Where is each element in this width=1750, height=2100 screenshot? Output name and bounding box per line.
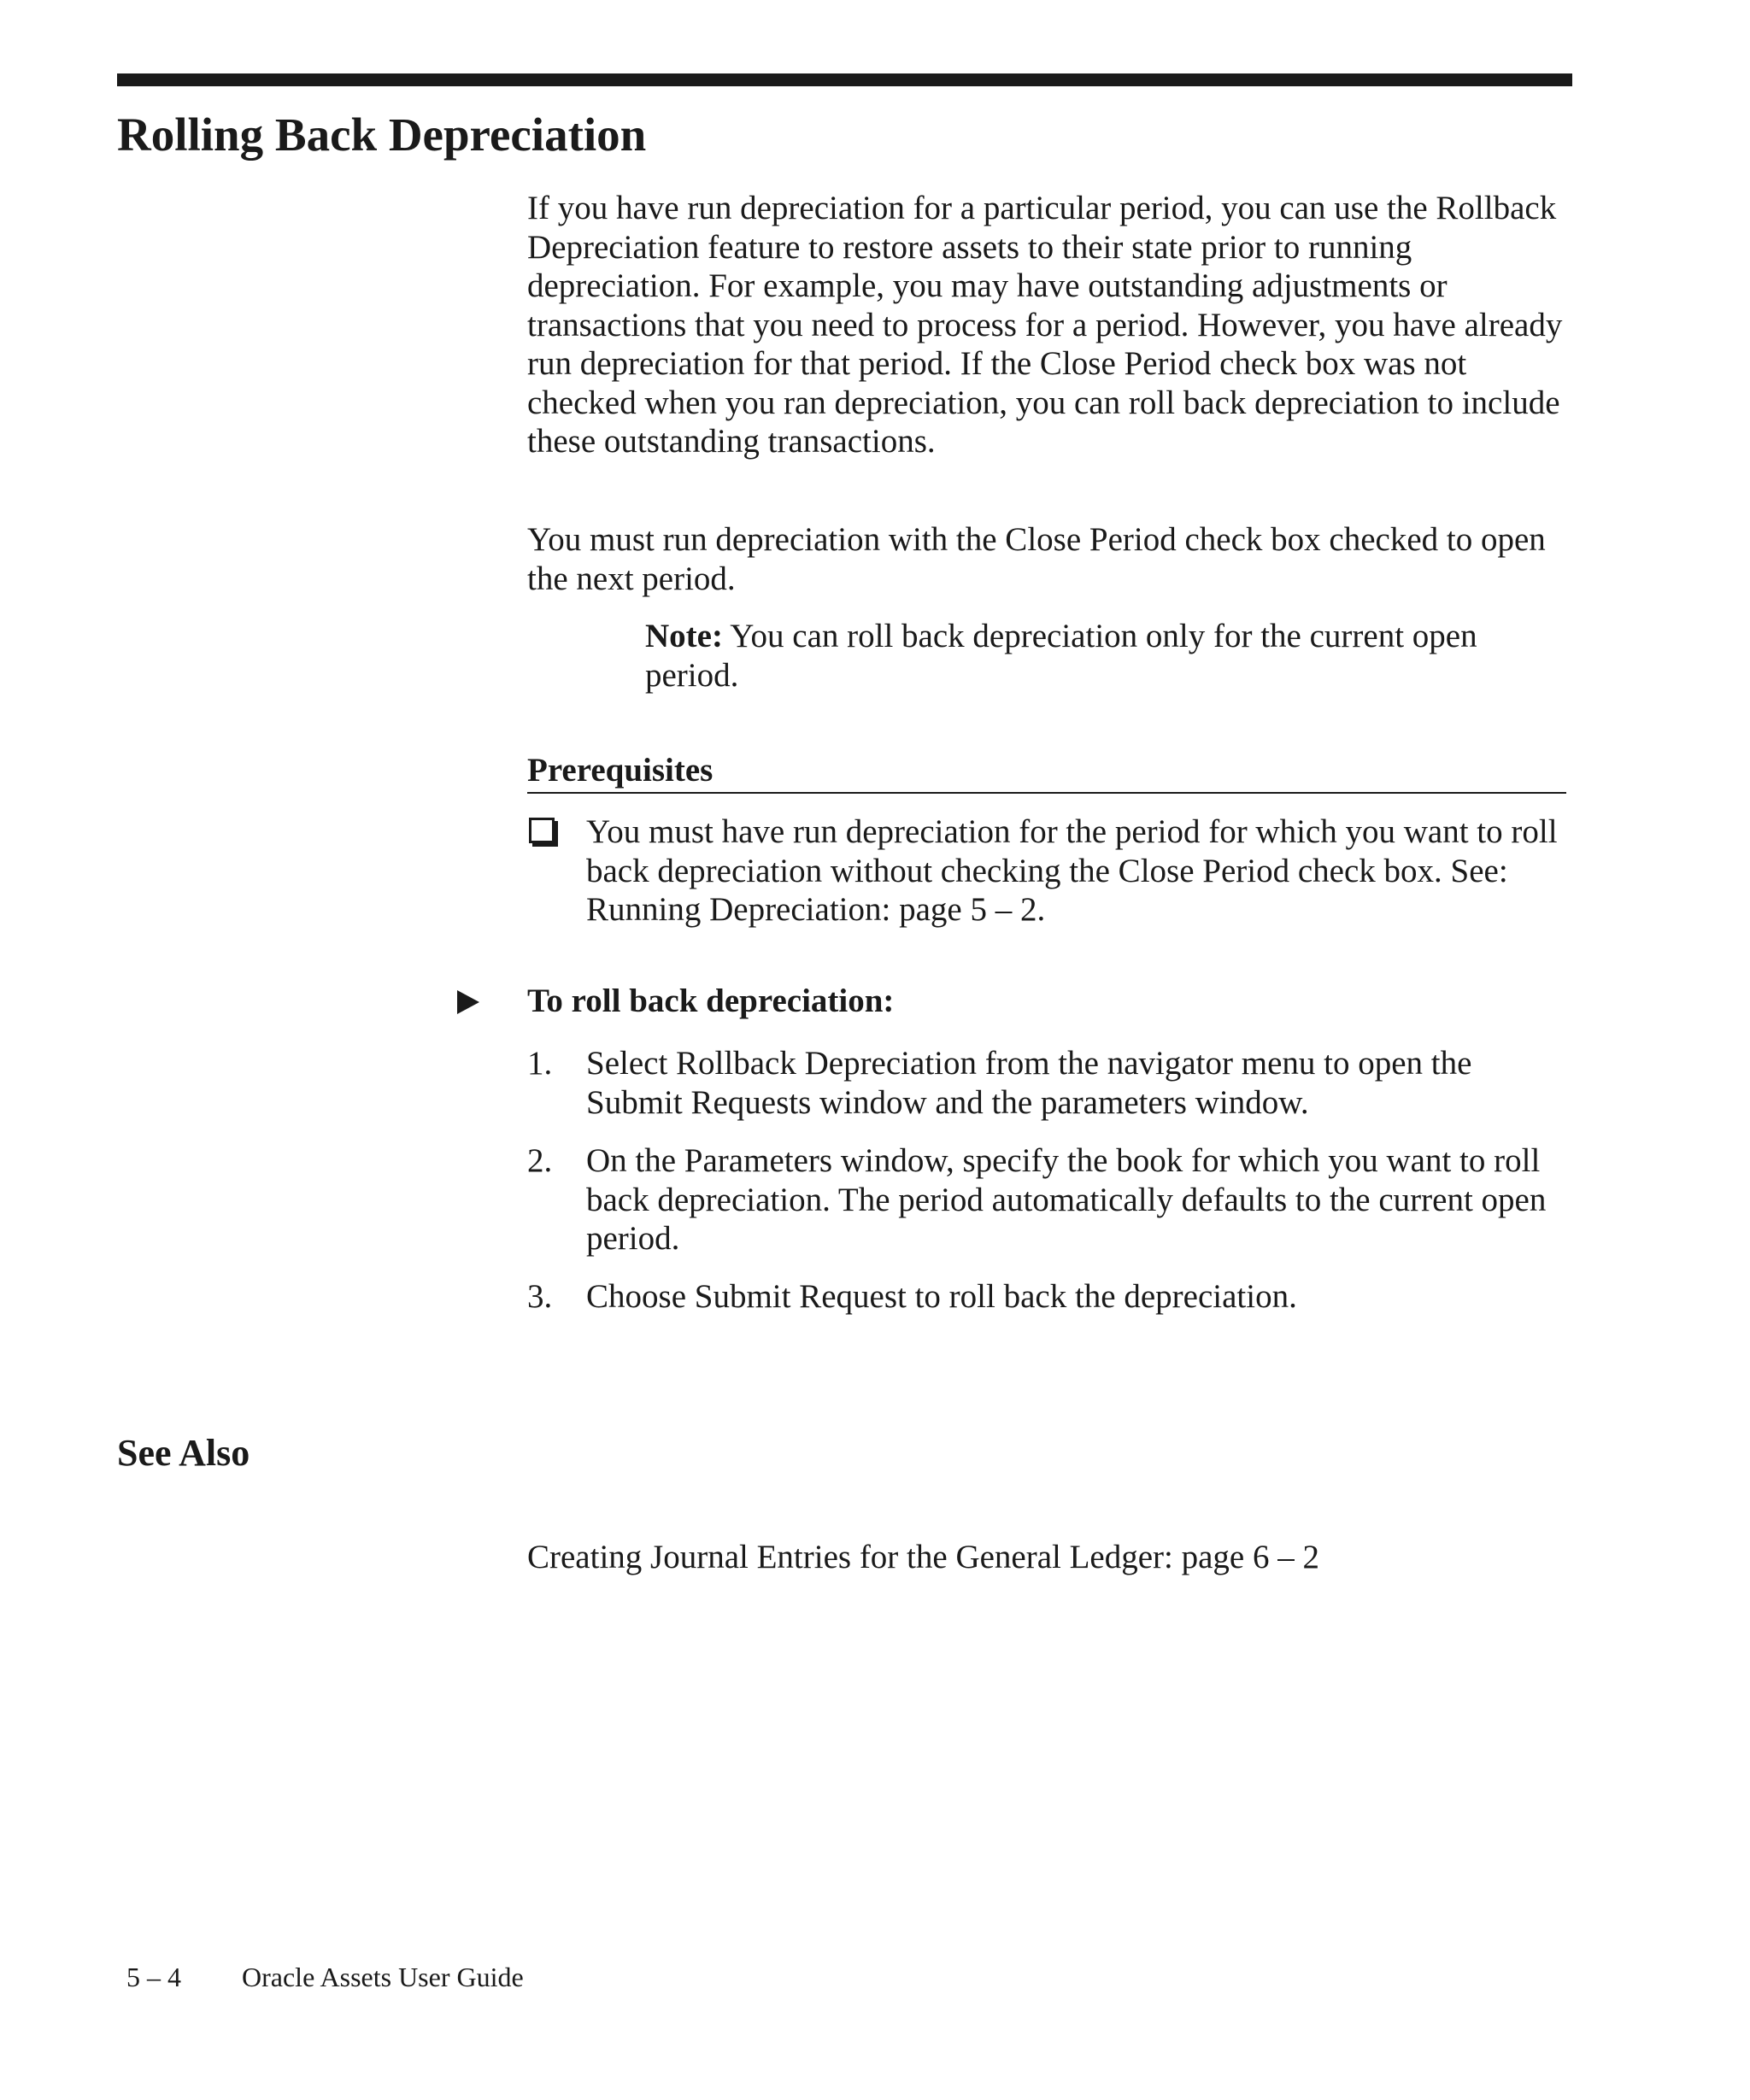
- see-also-link-journal-entries[interactable]: Creating Journal Entries for the General Ledger: page 6 – 2: [527, 1539, 1319, 1575]
- note-text: You can roll back depreciation only for the current open period.: [645, 618, 1477, 694]
- step-number: 3.: [527, 1278, 553, 1315]
- close-period-paragraph: You must run depreciation with the Close Period check box checked to open the next period.: [527, 521, 1546, 597]
- step-text: Select Rollback Depreciation from the navigator menu to open the Submit Requests window and the parameters window.: [586, 1045, 1472, 1121]
- footer-book-title: Oracle Assets User Guide: [242, 1962, 524, 1992]
- note-label: Note:: [645, 618, 723, 654]
- note: [645, 617, 1577, 695]
- step-number: 1.: [527, 1045, 553, 1082]
- prerequisite-text: You must have run depreciation for the period for which you want to roll back depreciation without checking the Close Period check box. See: Running Depreciation: page 5 – 2.: [586, 813, 1558, 928]
- intro-paragraph: If you have run depreciation for a particular period, you can use the Rollback Depreciation feature to restore assets to their state prior to running depreciation. For example, you may have outstanding adjustments or transactions that you need to process for a period. However, you have already run depreciation for that period. If the Close Period check box was not checked when you ran depreciation, you can roll back depreciation to include these outstanding transactions.: [527, 190, 1563, 460]
- step-number: 2.: [527, 1142, 553, 1179]
- checkbox-icon: [529, 818, 555, 843]
- prerequisite-item: [527, 812, 1574, 930]
- step-text: On the Parameters window, specify the book for which you want to roll back depreciation. The period automatically defaults to the current open period.: [586, 1142, 1547, 1257]
- procedure-heading-text: To roll back depreciation:: [527, 983, 895, 1019]
- page-title: Rolling Back Depreciation: [117, 109, 647, 161]
- procedure-step: [527, 1277, 1574, 1317]
- triangle-bullet-icon: [457, 990, 479, 1014]
- top-rule: [117, 73, 1572, 86]
- prerequisites-heading: Prerequisites: [527, 751, 1566, 794]
- procedure-step: [527, 1141, 1574, 1258]
- see-also-heading: See Also: [117, 1432, 250, 1474]
- footer-page-number: 5 – 4: [126, 1962, 181, 1992]
- step-text: Choose Submit Request to roll back the depreciation.: [586, 1278, 1297, 1315]
- procedure-step: [527, 1044, 1574, 1122]
